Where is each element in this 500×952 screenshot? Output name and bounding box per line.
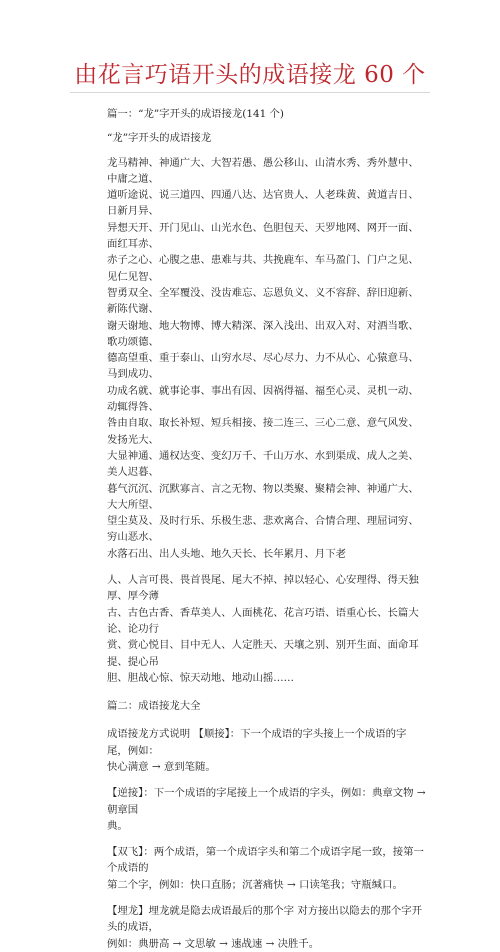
text-line: 德高望重、重于泰山、山穷水尽、尽心尽力、力不从心、心猿意马、马到成功、 [107, 352, 419, 381]
text-line: 异想天开、开门见山、山光水色、色胆包天、天罗地网、网开一面、面红耳赤、 [107, 221, 419, 251]
text-line: 水落石出、出人头地、地久天长、长年累月、月下老 [107, 547, 346, 560]
document-body [107, 104, 427, 952]
text-line: 咎由自取、取长补短、短兵相接、接二连三、三心二意、意气风发、发扬光大、 [107, 417, 419, 446]
text-line: 【埋龙】埋龙就是隐去成语最后的那个字 对方接出以隐去的那个字开头的成语， [107, 905, 423, 934]
method-description [107, 726, 427, 775]
text-line: 成语接龙方式说明 【顺接】：下一个成语的字头接上一个成语的字尾，例如： [107, 728, 407, 757]
text-line: 例如：典册高 → 文思敏 → 速战速 → 决胜千。 [107, 937, 320, 950]
reverse-connect-rule [107, 785, 427, 834]
text-line: 古、古色古香、香草美人、人面桃花、花言巧语、语重心长、长篇大论、论功行 [107, 606, 419, 635]
text-line: 智勇双全、全军覆没、没齿难忘、忘恩负义、义不容辞、辞旧迎新、新陈代谢、 [107, 286, 419, 316]
section1-subheading: “龙”字开头的成语接龙 [107, 132, 212, 145]
text-line: 赤子之心、心腹之患、患难与共、共挽鹿车、车马盈门、门户之见、见仁见智、 [107, 254, 419, 283]
section2-heading: 篇二：成语接龙大全 [107, 700, 201, 713]
text-line: 大显神通、通权达变、变幻万千、千山万水、水到渠成、成人之美、美人迟暮、 [107, 449, 419, 479]
section1-heading: 篇一：“龙”字开头的成语接龙(141 个) [107, 108, 284, 120]
bury-dragon-rule [107, 903, 427, 952]
double-fly-rule [107, 844, 427, 893]
text-line: 胆、胆战心惊、惊天动地、地动山摇…… [107, 671, 295, 684]
text-line: 快心满意 → 意到笔随。 [107, 760, 216, 773]
text-line: 人、人言可畏、畏首畏尾、尾大不掉、掉以轻心、心安理得、得天独厚、厚今薄 [107, 574, 419, 603]
text-line: 道听途说、说三道四、四通八达、达官贵人、人老珠黄、黄道吉日、日新月异、 [107, 189, 419, 218]
text-line: 龙马精神、神通广大、大智若愚、愚公移山、山清水秀、秀外慧中、中庸之道、 [107, 156, 419, 185]
title-divider [70, 92, 430, 93]
text-line: 第二个字，例如：快口直肠；沉著痛快 → 口读笔我；守瓶缄口。 [107, 878, 403, 891]
text-line: 功成名就、就事论事、事出有因、因祸得福、福至心灵、灵机一动、动辄得咎、 [107, 384, 419, 414]
text-line: 典。 [107, 819, 128, 832]
page-title: 由花言巧语开头的成语接龙 60 个 [74, 62, 426, 88]
text-line: 【逆接】：下一个成语的字尾接上一个成语的字头，例如：典章文物 → 朝章国 [107, 787, 426, 816]
text-line: 谢天谢地、地大物博、博大精深、深入浅出、出双入对、对酒当歌、歌功颂德、 [107, 319, 419, 348]
text-line: 暮气沉沉、沉默寡言、言之无物、物以类聚、聚精会神、神通广大、大大所望、 [107, 482, 419, 511]
text-line: 赏、赏心悦目、目中无人、人定胜天、天壤之别、别开生面、面命耳提、提心吊 [107, 639, 419, 668]
idiom-chain-paragraph [107, 155, 427, 562]
idiom-chain-paragraph-2 [107, 572, 427, 686]
text-line: 【双飞】：两个成语，第一个成语字头和第二个成语字尾一致，接第一个成语的 [107, 846, 424, 875]
text-line: 望尘莫及、及时行乐、乐极生悲、悲欢离合、合情合理、理屈词穷、穷山恶水、 [107, 515, 419, 544]
